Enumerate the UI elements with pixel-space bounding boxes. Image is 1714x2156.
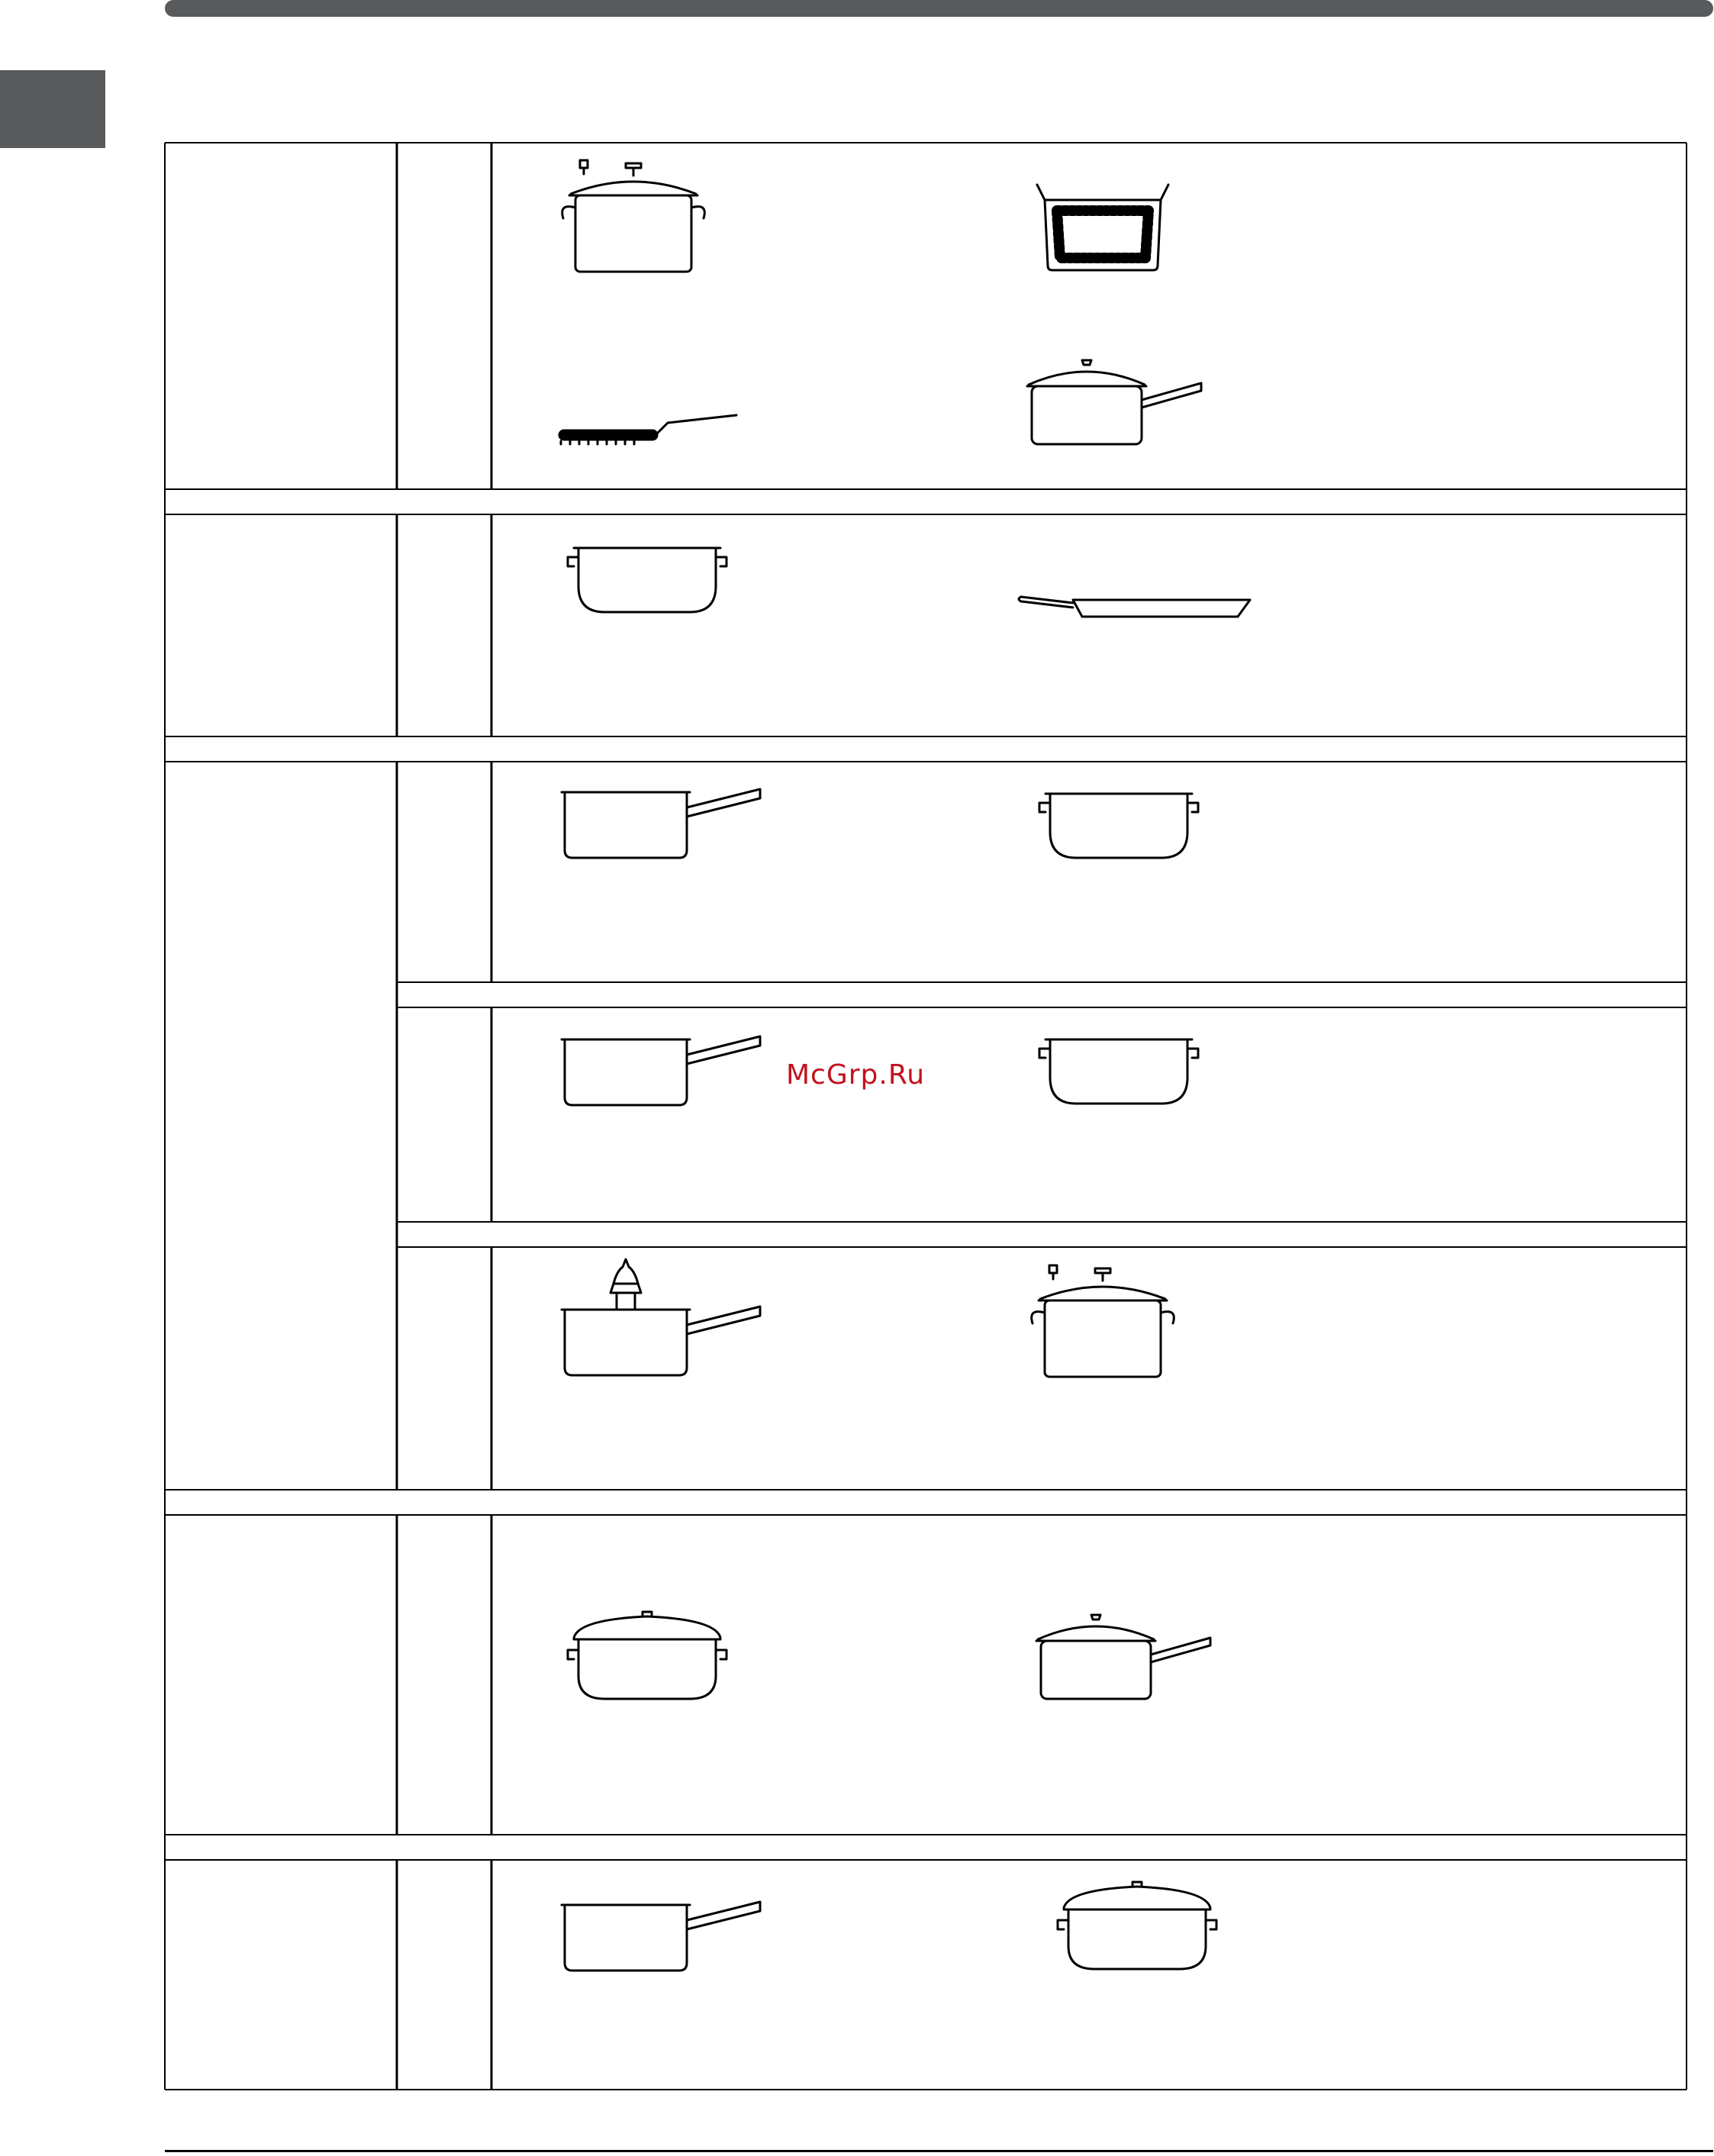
table-column-lines	[397, 143, 491, 2090]
table-grid-lines	[165, 143, 1687, 2090]
grill-pan-icon	[559, 415, 736, 444]
saucepan-icon	[562, 1036, 760, 1105]
lidded-casserole-icon	[1058, 1882, 1216, 1969]
stockpot-with-lid-icon	[1032, 1265, 1174, 1377]
casserole-icon	[1039, 794, 1198, 858]
saucepan-icon	[562, 1902, 760, 1971]
lidded-saucepan-icon	[1027, 360, 1201, 444]
saucepan-icon	[562, 789, 760, 858]
frying-pan-icon	[1019, 597, 1250, 617]
deep-fry-basket-icon	[1037, 185, 1168, 270]
lidded-casserole-icon	[568, 1612, 727, 1699]
watermark-text: McGrp.Ru	[786, 1059, 926, 1091]
espresso-pot-saucepan-icon	[562, 1259, 760, 1375]
lidded-saucepan-icon	[1036, 1615, 1210, 1699]
casserole-icon	[1039, 1039, 1198, 1104]
bottom-rule	[165, 2150, 1713, 2152]
low-casserole-icon	[568, 548, 727, 612]
stockpot-with-lid-icon	[562, 160, 705, 272]
